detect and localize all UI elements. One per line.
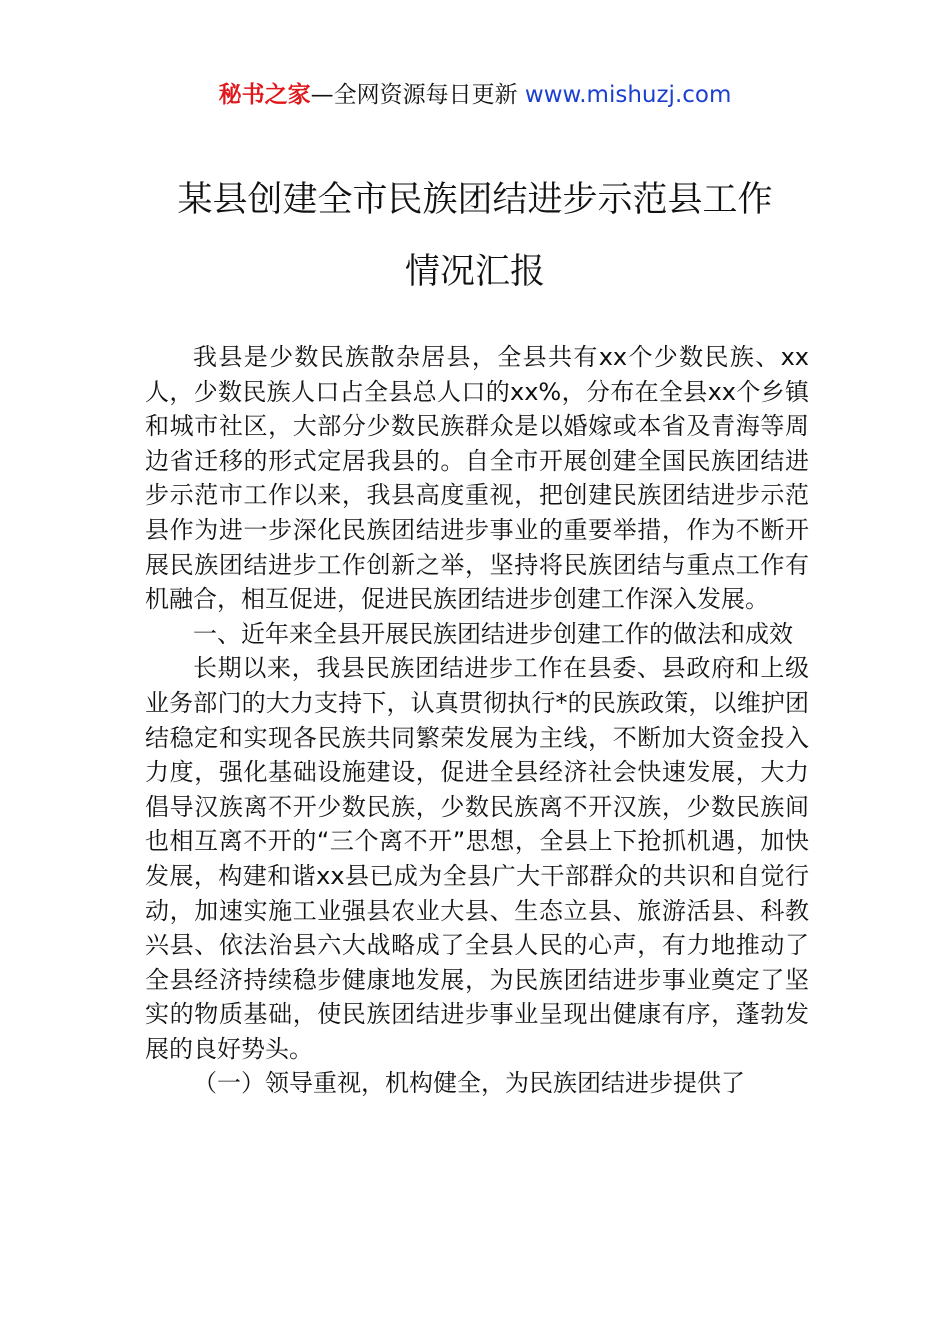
site-brand: 秘书之家 (218, 82, 311, 108)
site-tagline: —全网资源每日更新 (310, 82, 525, 108)
paragraph-section-1: 长期以来，我县民族团结进步工作在县委、县政府和上级业务部门的大力支持下，认真贯彻执行*的民族政策，以维护团结稳定和实现各民族共同繁荣发展为主线，不断加大资金投入力度，强化基础设施建设，促进全县经济社会快速发展，大力倡导汉族离不开少数民族，少数民族离不开汉族，少数民族间也相互离不开的“三个离不开”思想，全县上下抢抓机遇，加快发展，构建和谐xx县已成为全县广大干部群众的共识和自觉行动，加速实施工业强县农业大县、生态立县、旅游活县、科教兴县、依法治县六大战略成了全县人民的心声，有力地推动了全县经济持续稳步健康地发展，为民族团结进步事业奠定了坚实的物质基础，使民族团结进步事业呈现出健康有序，蓬勃发展的良好势头。 (145, 654, 809, 1063)
document-title-line-2: 情况汇报 (404, 252, 545, 292)
paragraph-intro: 我县是少数民族散杂居县，全县共有xx个少数民族、xx人，少数民族人口占全县总人口的xx%，分布在全县xx个乡镇和城市社区，大部分少数民族群众是以婚嫁或本省及青海等周边省迁移的形式定居我县的。自全市开展创建全国民族团结进步示范市工作以来，我县高度重视，把创建民族团结进步示范县作为进一步深化民族团结进步事业的重要举措，作为不断开展民族团结进步工作创新之举，坚持将民族团结与重点工作有机融合，相互促进，促进民族团结进步创建工作深入发展。 (145, 343, 809, 614)
section-heading-1: 一、近年来全县开展民族团结进步创建工作的做法和成效 (193, 619, 793, 648)
subsection-heading-1: （一）领导重视，机构健全，为民族团结进步提供了 (193, 1069, 745, 1098)
document-body (145, 340, 809, 1101)
document-title-line-1: 某县创建全市民族团结进步示范县工作 (177, 180, 773, 220)
site-header (0, 80, 950, 110)
site-url-link[interactable]: www.mishuzj.com (524, 82, 732, 108)
